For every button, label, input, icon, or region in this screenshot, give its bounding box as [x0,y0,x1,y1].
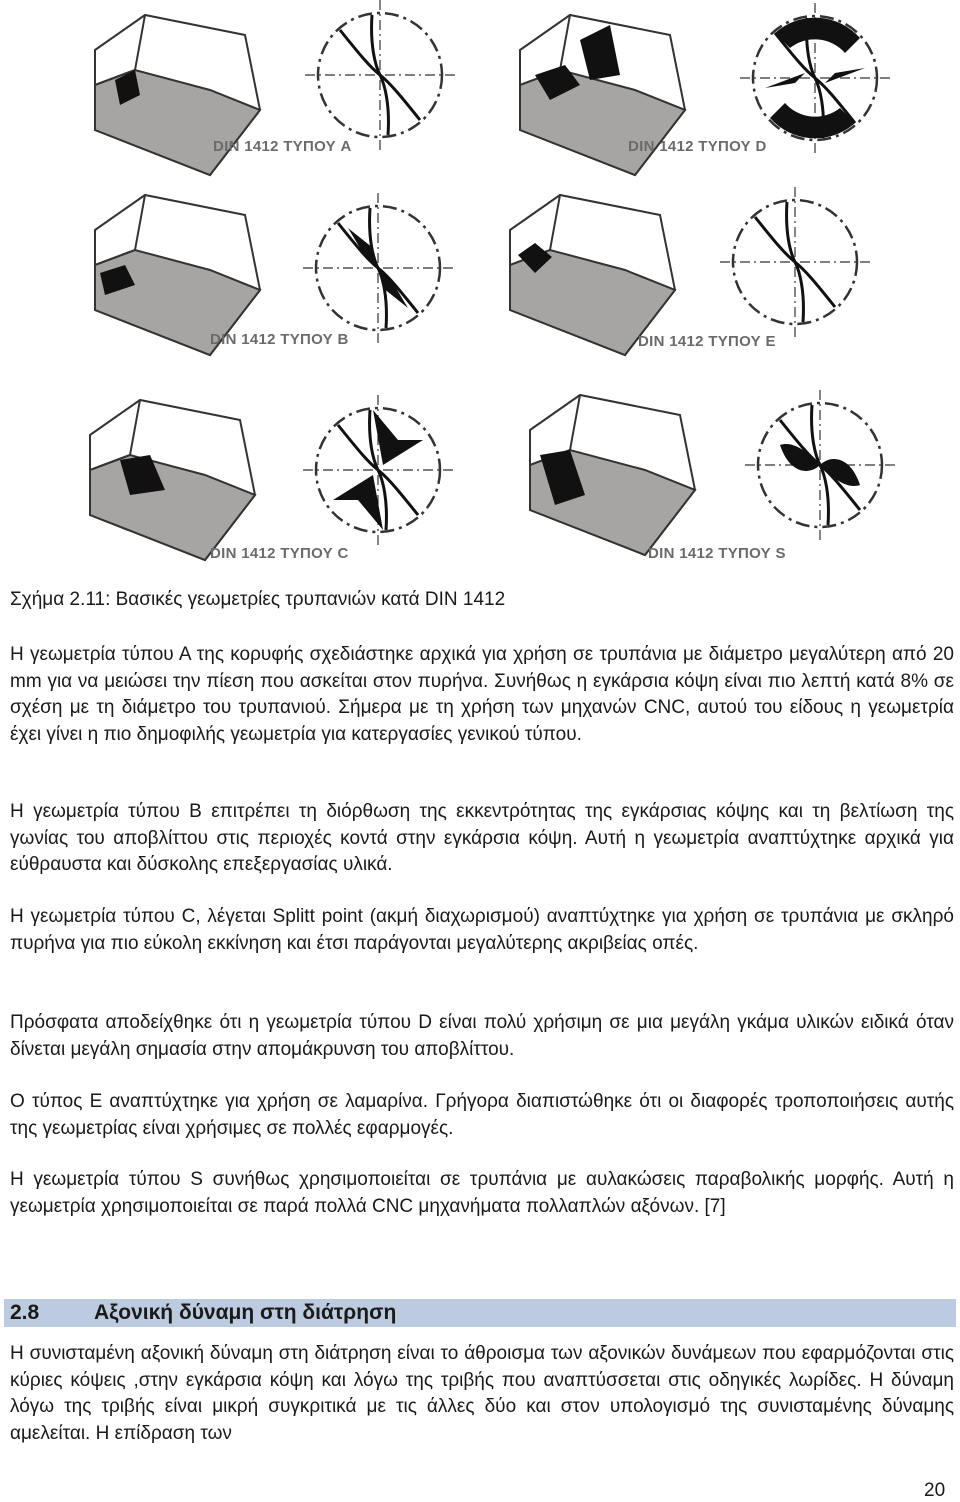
end-view-type-b [303,193,453,343]
end-view-type-d [740,3,890,153]
figure-label-type-d: DIN 1412 ΤΥΠΟΥ D [628,138,767,155]
end-view-type-s [745,390,895,540]
paragraph-type-c: Η γεωμετρία τύπου C, λέγεται Splitt point (ακμή διαχωρισμού) αναπτύχτηκε για χρήση σε τρυπάνια με σκληρό πυρήνα για πιο εύκολη εκκίνηση και έτσι παράγονται μεγαλύτερης ακριβείας οπές. [10,906,954,954]
page-number: 20 [924,1480,946,1501]
drill-geometry-figure [0,0,960,580]
end-view-type-c [303,395,453,545]
drill-geometry-drawings [0,0,960,580]
figure-label-type-s: DIN 1412 ΤΥΠΟΥ S [648,545,786,562]
paragraph-type-e: Ο τύπος Ε αναπτύχτηκε για χρήση σε λαμαρίνα. Γρήγορα διαπιστώθηκε ότι οι διαφορές τροποποιήσεις αυτής της γεωμετρίας είναι χρήσιμες σε πολλές εφαρμογές. [10,1091,954,1139]
drill-tip-type-c [90,400,255,560]
figure-label-type-e: DIN 1412 ΤΥΠΟΥ E [638,333,776,350]
figure-label-type-a: DIN 1412 ΤΥΠΟΥ A [213,138,352,155]
paragraph-type-d: Πρόσφατα αποδείχθηκε ότι η γεωμετρία τύπου D είναι πολύ χρήσιμη σε μια μεγάλη γκάμα υλικών ειδικά όταν δίνεται μεγάλη σημασία στην απομάκρυνση του αποβλίττου. [10,1012,954,1060]
paragraph-type-b: Η γεωμετρία τύπου B επιτρέπει τη διόρθωση της εκκεντρότητας της εγκάρσιας κόψης και τη βελτίωση της γωνίας του αποβλίττου στις περιοχές κοντά στην εγκάρσια κόψη. Αυτή η γεωμετρία αναπτύχτηκε αρχικά για εύθραυστα και δύσκολης επεξεργασίας υλικά. [10,801,954,875]
section-title: Αξονική δύναμη στη διάτρηση [94,1301,397,1324]
drill-tip-type-e [510,195,675,355]
figure-caption: Σχήμα 2.11: Βασικές γεωμετρίες τρυπανιών κατά DIN 1412 [10,589,506,610]
end-view-type-a [305,0,455,150]
figure-label-type-b: DIN 1412 ΤΥΠΟΥ B [210,331,349,348]
paragraph-type-a: Η γεωμετρία τύπου Α της κορυφής σχεδιάστηκε αρχικά για χρήση σε τρυπάνια με διάμετρο μεγαλύτερη από 20 mm για να μειώσει την πίεση που ασκείται στον πυρήνα. Συνήθως η εγκάρσια κόψη είναι πιο λεπτή κατά 8% σε σχέση με τη διάμετρο του τρυπανιού. Σήμερα με τη χρήση των μηχανών CNC, αυτού του είδους η γεωμετρία έχει γίνει η πιο δημοφιλής γεωμετρία για κατεργασίες γενικού τύπου. [10,644,954,745]
drill-tip-type-s [530,395,695,555]
section-paragraph: Η συνισταμένη αξονική δύναμη στη διάτρηση είναι το άθροισμα των αξονικών δυνάμεων που εφαρμόζονται στις κύριες κόψεις ,στην εγκάρσια κόψη και λόγω της τριβής που αναπτύσσεται στις οδηγικές λωρίδες. Η δύναμη λόγω της τριβής είναι μικρή συγκριτικά με τις άλλες δύο και στον υπολογισμό της συνισταμένης δύναμης αμελείται. Η επίδραση των [10,1343,954,1444]
section-number: 2.8 [10,1301,40,1324]
section-heading [4,1299,956,1327]
figure-label-type-c: DIN 1412 ΤΥΠΟΥ C [210,545,349,562]
paragraph-type-s: Η γεωμετρία τύπου S συνήθως χρησιμοποιείται σε τρυπάνια με αυλακώσεις παραβολικής μορφής. Αυτή η γεωμετρία χρησιμοποιείται σε παρά πολλά CNC μηχανήματα πολλαπλών αξόνων. [7] [10,1169,954,1217]
end-view-type-e [720,187,870,337]
